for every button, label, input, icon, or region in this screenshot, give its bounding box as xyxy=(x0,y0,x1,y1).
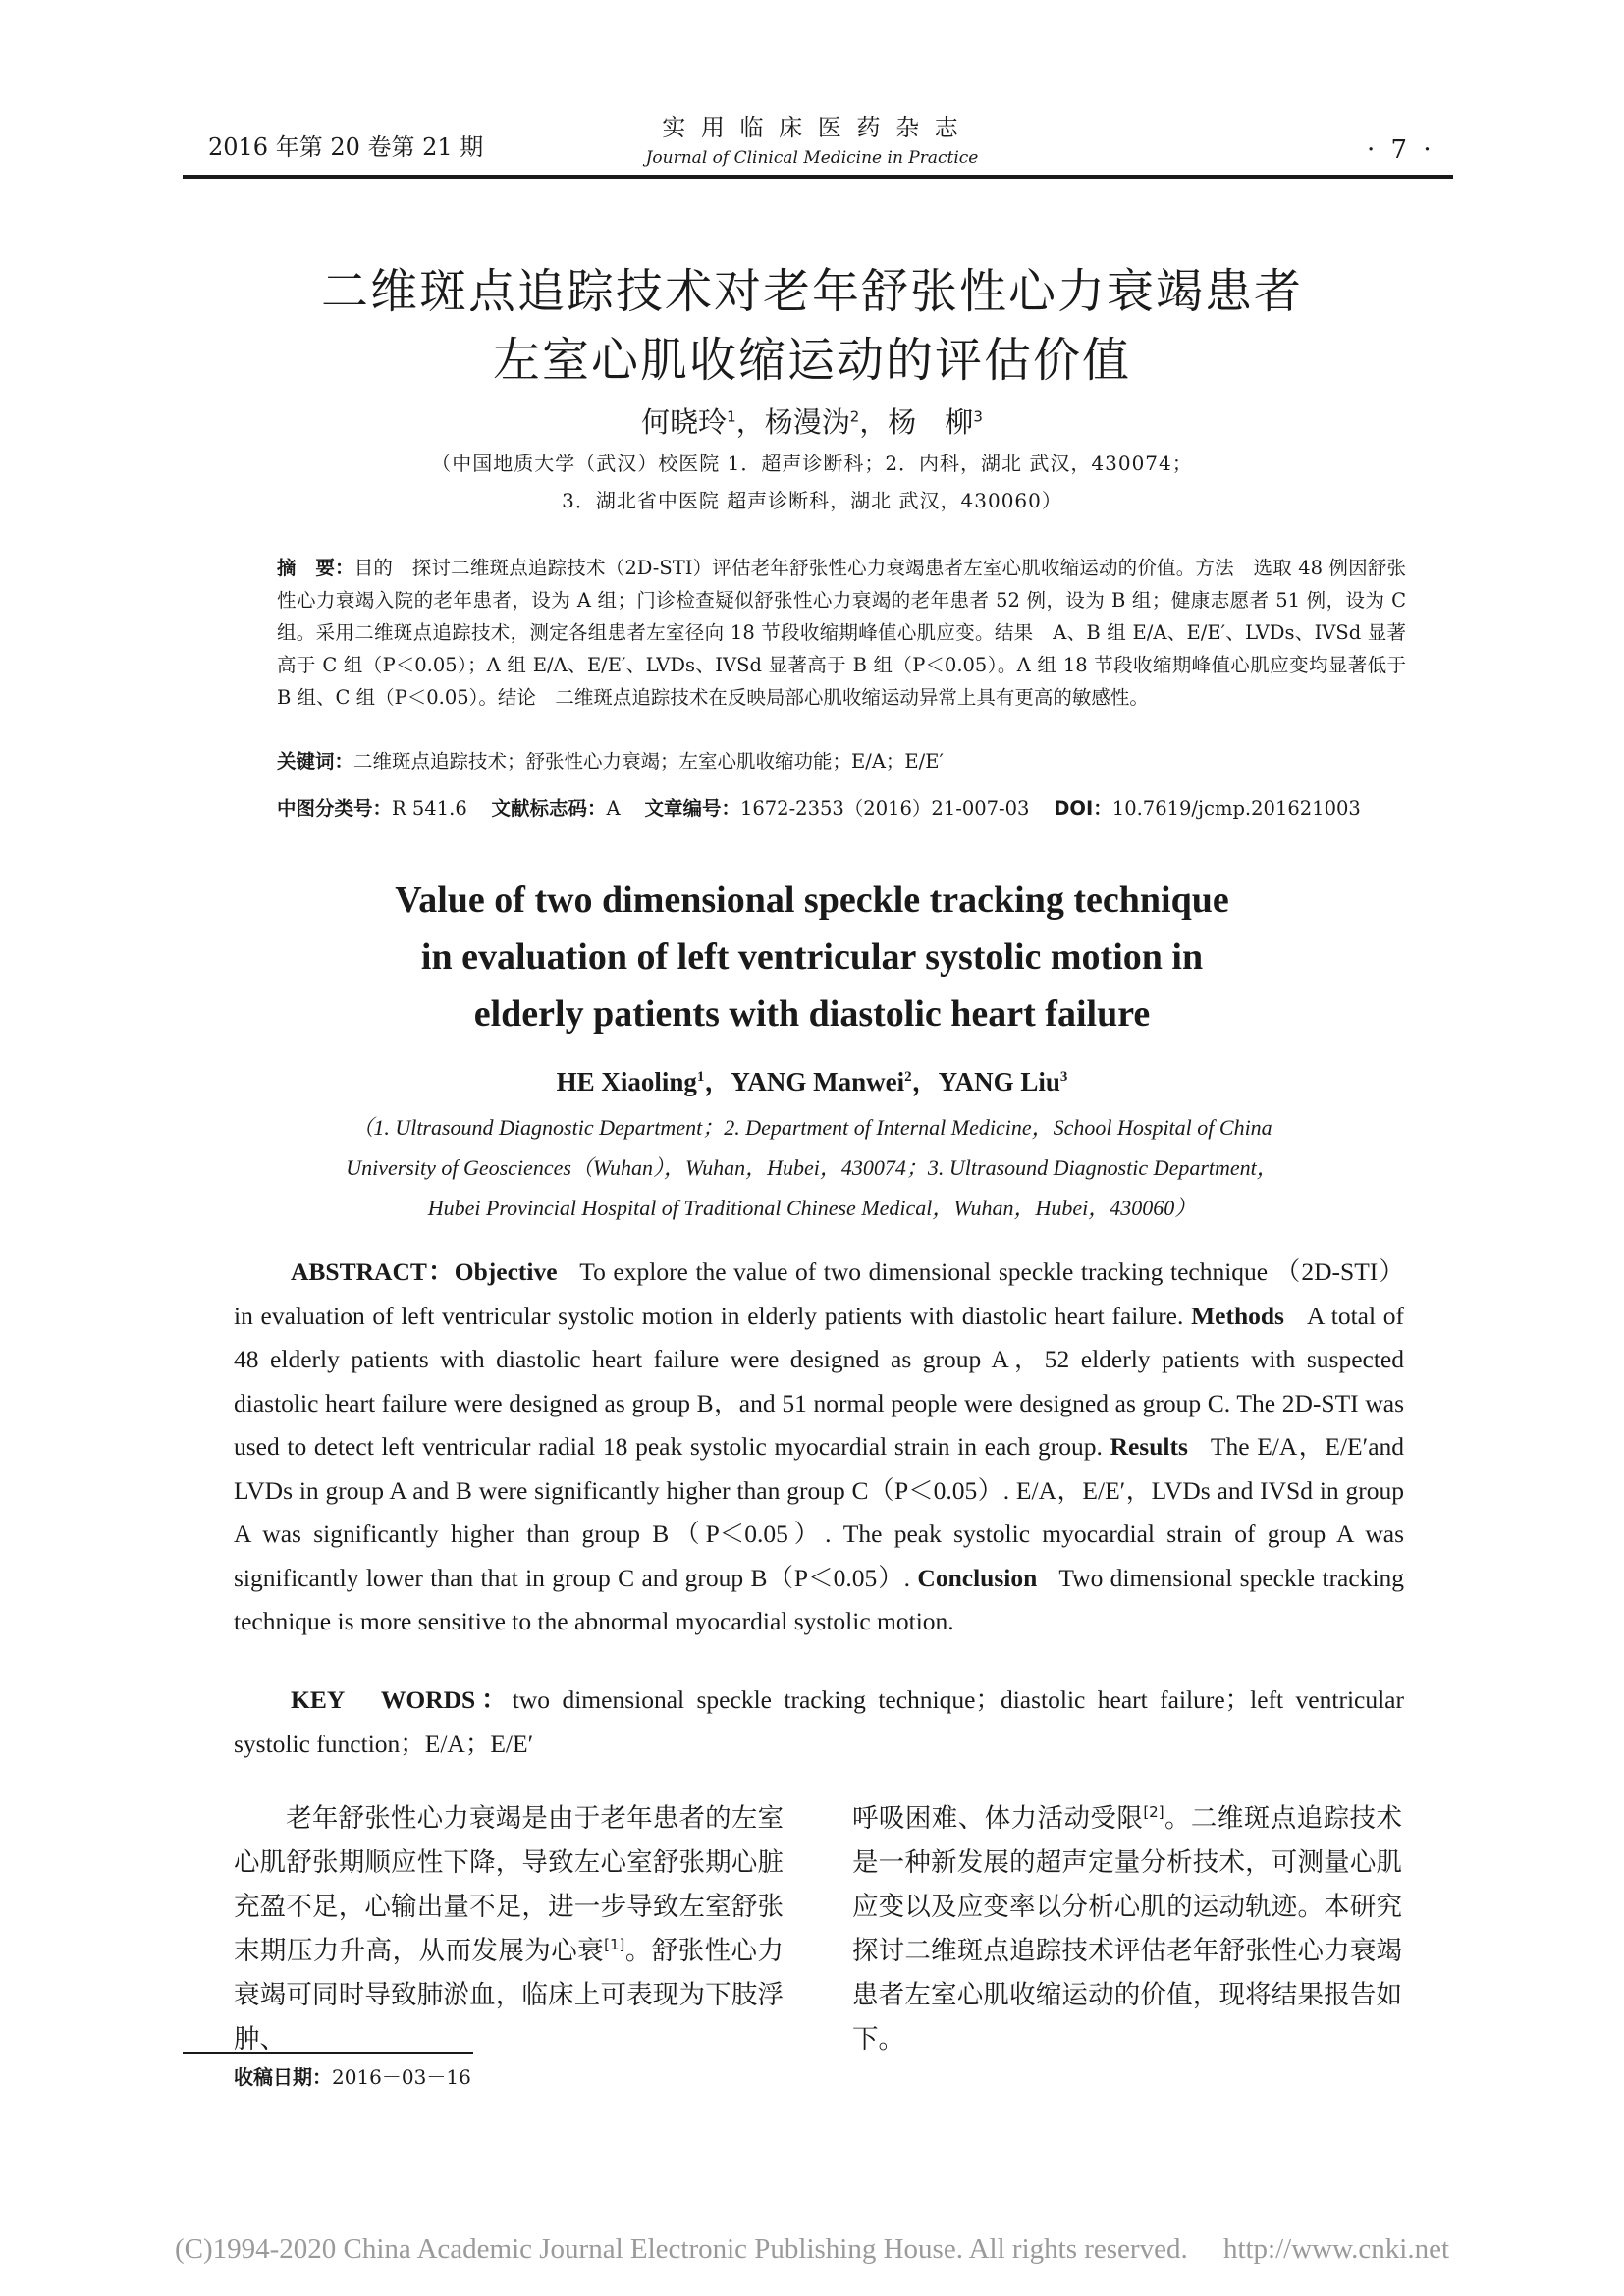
en-keywords-text: two dimensional speckle tracking technique；diastolic heart failure；left ventricular systolic function；E/A；E/E′ xyxy=(234,1685,1404,1758)
journal-title-cn: 实 用 临 床 医 药 杂 志 xyxy=(662,114,962,141)
methods-label: Methods xyxy=(1191,1301,1284,1330)
body-column-right xyxy=(852,1796,1402,2061)
article-number-label: 文章编号： xyxy=(644,797,740,820)
body-column-left xyxy=(234,1796,784,2061)
conclusion-text: Two dimensional speckle tracking technique is more sensitive to the abnormal myocardial systolic motion. xyxy=(234,1563,1405,1635)
body-paragraph: 。舒张性心力衰竭可同时导致肺淤血，临床上可表现为下肢浮肿、 xyxy=(234,1936,784,2055)
objective-text: To explore the value of two dimensional speckle tracking technique （2D-STI） in evaluation of left ventricular systolic motion in elderly patients with diastolic heart failure. xyxy=(234,1257,1404,1330)
en-author-mark: 2 xyxy=(904,1069,912,1085)
en-title xyxy=(0,872,1624,1042)
footnote-rule xyxy=(183,2052,473,2054)
citation[interactable]: [1] xyxy=(604,1936,625,1954)
en-affiliations xyxy=(0,1107,1624,1228)
conclusion-label: Conclusion xyxy=(917,1563,1038,1592)
en-abstract xyxy=(234,1251,1404,1644)
doi-label: DOI： xyxy=(1054,797,1112,820)
header-rule xyxy=(183,175,1453,179)
page-number: · 7 · xyxy=(1367,135,1435,165)
issue-info: 2016 年第 20 卷第 21 期 xyxy=(208,133,484,161)
en-affiliation-line-2: University of Geosciences（Wuhan），Wuhan，Hubei，430074；3. Ultrasound Diagnostic Department， xyxy=(346,1155,1278,1180)
article-number-value: 1672-2353（2016）21-007-03 xyxy=(739,797,1030,820)
en-authors: HE Xiaoling$^1$，YANG Manwei$^2$，YANG Liu$^3$ xyxy=(556,1067,1068,1096)
cn-abstract xyxy=(277,552,1406,714)
cn-authors: 何晓玲$^1$，杨漫沩$^2$，杨 柳$^3$ xyxy=(641,405,983,439)
journal-title-en: Journal of Clinical Medicine in Practice xyxy=(645,148,979,168)
en-abstract-label: ABSTRACT： xyxy=(291,1257,455,1286)
en-affiliation-line-1: （1. Ultrasound Diagnostic Department；2. Department of Internal Medicine，School Hospital of China xyxy=(352,1115,1272,1140)
received-label: 收稿日期： xyxy=(234,2065,332,2089)
cn-affiliation-line-1: （中国地质大学（武汉）校医院 1．超声诊断科；2．内科，湖北 武汉，430074； xyxy=(431,452,1193,475)
cn-author-mark: 2 xyxy=(849,407,860,426)
cn-author-mark: 1 xyxy=(727,407,736,426)
en-author-mark: 1 xyxy=(696,1069,705,1085)
body-paragraph: 呼吸困难、体力活动受限 xyxy=(852,1803,1144,1834)
received-value: 2016－03－16 xyxy=(332,2065,471,2089)
en-affiliation-line-3: Hubei Provincial Hospital of Traditional Chinese Medical，Wuhan，Hubei，430060） xyxy=(427,1196,1197,1220)
cn-author: 杨 柳 xyxy=(888,405,974,439)
cn-title-line-2: 左室心肌收缩运动的评估价值 xyxy=(492,333,1131,388)
results-text: The E/A，E/E′and LVDs in group A and B were significantly higher than group C（P＜0.05）. E/A，E/E′，LVDs and IVSd in group A was significantly higher than group B（P＜0.05）. The peak systolic myocardial strain of group A was significantly lower than that in group C and group B（P＜0.05）. xyxy=(234,1432,1405,1592)
cn-keywords xyxy=(277,746,1455,774)
clc-value: R 541.6 xyxy=(392,797,467,820)
en-author: YANG Liu xyxy=(938,1067,1060,1096)
methods-text: A total of 48 elderly patients with diastolic heart failure were designed as group A，52 elderly patients with suspected diastolic heart failure were designed as group B，and 51 normal people were designed as group C. The 2D-STI was used to detect left ventricular radial 18 peak systolic myocardial strain in each group. xyxy=(234,1301,1404,1461)
objective-label: Objective xyxy=(454,1257,558,1286)
doccode-label: 文献标志码： xyxy=(491,797,607,820)
results-label: Results xyxy=(1110,1432,1188,1461)
en-keywords-label: KEY WORDS： xyxy=(291,1685,513,1714)
cn-abstract-label: 摘 要： xyxy=(277,557,354,579)
en-title-line-2: in evaluation of left ventricular systolic motion in xyxy=(420,936,1204,978)
cn-keywords-text: 二维斑点追踪技术；舒张性心力衰竭；左室心肌收缩功能；E/A；E/E′ xyxy=(353,750,944,773)
en-title-line-3: elderly patients with diastolic heart failure xyxy=(473,993,1151,1035)
clc-label: 中图分类号： xyxy=(277,797,393,820)
en-author-mark: 3 xyxy=(1059,1069,1068,1085)
cn-author-mark: 3 xyxy=(973,407,983,426)
cn-author: 杨漫沩 xyxy=(764,405,850,439)
en-keywords xyxy=(234,1679,1404,1766)
body-paragraph: 老年舒张性心力衰竭是由于老年患者的左室心肌舒张期顺应性下降，导致左心室舒张期心脏充盈不足，心输出量不足，进一步导致左室舒张末期压力升高，从而发展为心衰 xyxy=(234,1803,784,1966)
body-paragraph: 。二维斑点追踪技术是一种新发展的超声定量分析技术，可测量心肌应变以及应变率以分析心肌的运动轨迹。本研究探讨二维斑点追踪技术评估老年舒张性心力衰竭患者左室心肌收缩运动的价值，现将结果报告如下。 xyxy=(852,1803,1402,2055)
doccode-value: A xyxy=(606,797,621,820)
citation[interactable]: [2] xyxy=(1143,1803,1164,1822)
cn-classification xyxy=(277,793,1455,821)
cn-affiliation-line-2: 3．湖北省中医院 超声诊断科，湖北 武汉，430060） xyxy=(562,489,1062,512)
copyright-notice: (C)1994-2020 China Academic Journal Electronic Publishing House. All rights reserved. http://www.cnki.net xyxy=(174,2233,1450,2265)
en-title-line-1: Value of two dimensional speckle tracking technique xyxy=(395,880,1229,921)
cn-title-line-1: 二维斑点追踪技术对老年舒张性心力衰竭患者 xyxy=(320,264,1303,319)
en-author: YANG Manwei xyxy=(731,1067,905,1096)
doi-value: 10.7619/jcmp.201621003 xyxy=(1111,797,1361,820)
cn-abstract-text: 目的 探讨二维斑点追踪技术（2D-STI）评估老年舒张性心力衰竭患者左室心肌收缩运动的价值。方法 选取 48 例因舒张性心力衰竭入院的老年患者，设为 A 组；门诊检查疑似舒张性心力衰竭的老年患者 52 例，设为 B 组；健康志愿者 51 例，设为 C 组。采用二维斑点追踪技术，测定各组患者左室径向 18 节段收缩期峰值心肌应变。结果 A、B 组 E/A、E/E′、LVDs、IVSd 显著高于 C 组（P＜0.05）；A 组 E/A、E/E′、LVDs、IVSd 显著高于 B 组（P＜0.05）。A 组 18 节段收缩期峰值心肌应变均显著低于 B 组、C 组（P＜0.05）。结论 二维斑点追踪技术在反映局部心肌收缩运动异常上具有更高的敏感性。 xyxy=(277,557,1406,709)
received-date xyxy=(234,2061,471,2090)
en-author: HE Xiaoling xyxy=(556,1067,697,1096)
cn-author: 何晓玲 xyxy=(641,405,728,439)
cn-keywords-label: 关键词： xyxy=(277,750,354,773)
